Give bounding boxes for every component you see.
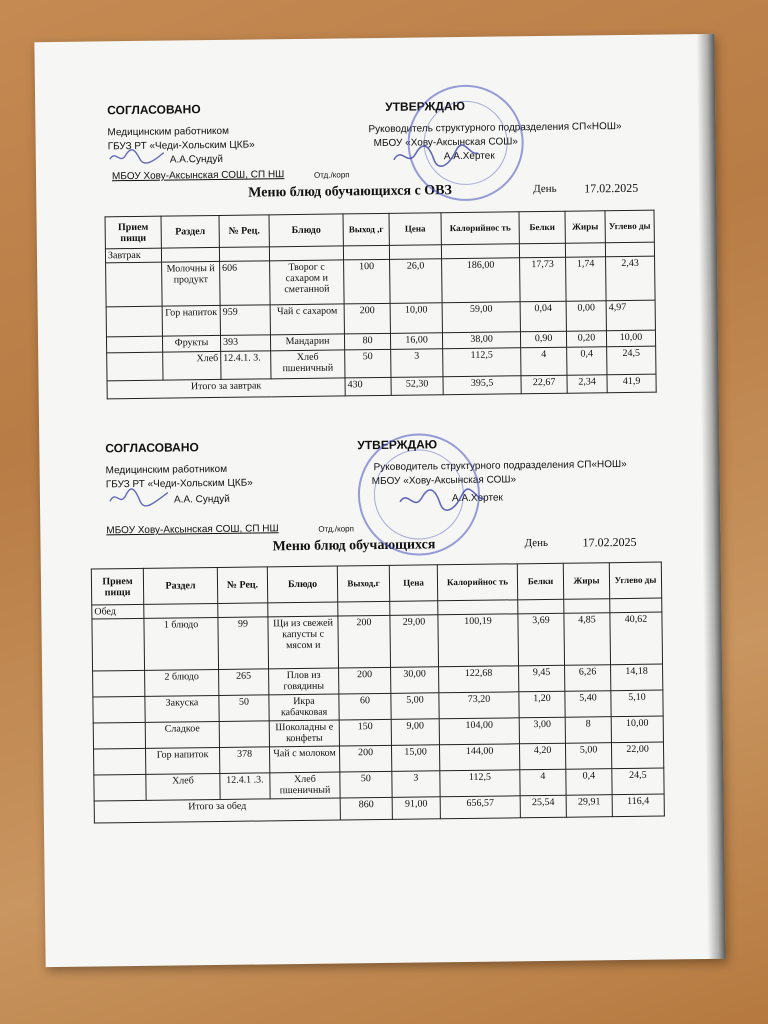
- table-cell: 80: [344, 333, 390, 350]
- table-cell: 4: [521, 347, 567, 376]
- table-cell: Мандарин: [270, 334, 344, 351]
- table-cell: 24,5: [607, 346, 656, 375]
- table-cell: 22,00: [611, 742, 663, 769]
- col-header-meal: Прием пищи: [105, 216, 161, 249]
- table-cell: Сладкое: [145, 721, 219, 748]
- meal-name: Обед: [92, 604, 144, 619]
- table-cell: 9,45: [519, 665, 565, 692]
- table-cell: 4,85: [564, 613, 611, 666]
- table-cell: Гор напиток: [146, 747, 220, 774]
- col-header-price: Цена: [389, 213, 441, 246]
- table-cell: 29,00: [390, 615, 439, 668]
- table-cell: 12.4.1 .3.: [220, 773, 270, 800]
- table-cell: [94, 774, 146, 801]
- col-header-fats: Жиры: [563, 563, 609, 600]
- table-cell: 4,97: [606, 300, 655, 331]
- table-cell: 606: [220, 261, 271, 306]
- table-cell: Хлеб пшеничный: [270, 772, 340, 799]
- approve-heading-top: УТВЕРЖДАЮ: [385, 98, 466, 114]
- table-cell: 122,68: [439, 666, 519, 693]
- medical-worker-label-top: Медицинским работником: [107, 125, 230, 139]
- col-header-recipe: № Рец.: [219, 215, 269, 248]
- table-cell: Фрукты: [162, 335, 220, 352]
- table-cell: 200: [344, 303, 390, 334]
- table-cell: Чай с молоком: [270, 746, 340, 773]
- director-signature-top: [390, 141, 480, 172]
- director-label-top: Руководитель структурного подразделения СП«НОШ»: [368, 121, 622, 136]
- col-header-proteins: Белки: [519, 211, 565, 244]
- school-name-bottom: МБОУ Хову-Аксынская СОШ, СП НШ: [106, 523, 279, 537]
- total-cell: 41,9: [607, 374, 656, 393]
- total-cell: 656,57: [440, 796, 520, 819]
- menu-title-top: Меню блюд обучающихся с ОВЗ: [248, 183, 452, 201]
- breakfast-menu-table: [105, 210, 657, 400]
- table-cell: 4: [520, 769, 566, 796]
- date-bottom: 17.02.2025: [582, 534, 637, 550]
- director-sign-name-bottom: А.А.Хертек: [451, 492, 503, 505]
- director-label-bottom: Руководитель структурного подразделения СП«НОШ»: [373, 458, 627, 474]
- table-cell: Щи из свежей капусты с мясом и: [268, 616, 339, 669]
- table-cell: 3,69: [518, 613, 565, 666]
- medical-sign-name-top: А.А.Сундуй: [169, 153, 223, 166]
- col-header-meal: Прием пищи: [91, 568, 143, 605]
- col-header-calories: Калорийнос ть: [441, 212, 519, 245]
- table-cell: 112,5: [440, 770, 520, 797]
- table-cell: 265: [219, 669, 269, 696]
- total-cell: 430: [345, 377, 391, 396]
- total-label: Итого за обед: [94, 798, 340, 823]
- page-shadow-edge: [696, 34, 725, 959]
- table-cell: Молочны й продукт: [162, 261, 221, 306]
- table-cell: 200: [339, 745, 391, 772]
- col-header-dish: Блюдо: [269, 214, 343, 247]
- table-cell: 8: [565, 717, 611, 744]
- table-cell: 4,20: [519, 743, 565, 770]
- school-right-bottom: МБОУ «Хову-Аксынская СОШ»: [371, 474, 517, 488]
- total-cell: 91,00: [392, 797, 440, 820]
- total-label: Итого за завтрак: [107, 378, 345, 399]
- table-cell: 144,00: [439, 744, 519, 771]
- col-header-calories: Калорийнос ть: [437, 564, 517, 601]
- table-cell: [107, 352, 163, 381]
- medical-signature-top: [108, 147, 168, 168]
- table-cell: [219, 721, 269, 748]
- table-cell: 30,00: [391, 667, 439, 694]
- hospital-name-top: ГБУЗ РТ «Чеди-Хольским ЦКБ»: [107, 139, 255, 153]
- table-cell: Шоколадны е конфеты: [269, 720, 339, 747]
- table-cell: Гор напиток: [162, 305, 220, 336]
- table-cell: Творог с сахаром и сметанной: [270, 260, 345, 305]
- school-name-top: МБОУ Хову-Аксынская СОШ, СП НШ: [111, 169, 285, 183]
- table-cell: [106, 336, 162, 353]
- col-header-price: Цена: [389, 565, 437, 602]
- table-cell: 0,04: [520, 301, 566, 332]
- table-cell: 40,62: [610, 612, 663, 665]
- table-cell: 5,00: [565, 743, 611, 770]
- table-cell: 10,00: [611, 716, 663, 743]
- col-header-fats: Жиры: [565, 211, 605, 243]
- col-header-recipe: № Рец.: [217, 567, 267, 604]
- menu-title-bottom: Меню блюд обучающихся: [272, 537, 436, 555]
- table-cell: 959: [220, 305, 270, 336]
- col-header-section: Раздел: [143, 567, 217, 604]
- director-signature-bottom: [396, 485, 486, 516]
- total-cell: 860: [340, 797, 392, 820]
- meal-name: Завтрак: [105, 248, 161, 263]
- table-cell: 200: [339, 667, 391, 694]
- table-cell: 112,5: [443, 348, 521, 377]
- approve-heading-bottom: УТВЕРЖДАЮ: [357, 437, 438, 453]
- col-header-yield: Выход,г: [337, 565, 389, 602]
- table-cell: 6,26: [565, 665, 611, 692]
- table-cell: 60: [339, 693, 391, 720]
- table-cell: Закуска: [145, 695, 219, 722]
- agreed-heading-bottom: СОГЛАСОВАНО: [105, 440, 199, 456]
- table-cell: 0,20: [566, 331, 606, 347]
- table-cell: [93, 722, 145, 749]
- director-sign-name-top: А.А.Хертек: [443, 150, 495, 163]
- table-cell: 3: [391, 349, 443, 378]
- table-cell: Хлеб пшеничный: [271, 350, 345, 379]
- table-cell: 100,19: [438, 614, 519, 667]
- total-cell: 116,4: [612, 794, 664, 817]
- table-cell: 2 блюдо: [145, 669, 219, 696]
- table-cell: 104,00: [439, 718, 519, 745]
- table-cell: 0,90: [520, 331, 566, 348]
- col-header-section: Раздел: [161, 215, 219, 248]
- total-cell: 22,67: [521, 375, 567, 394]
- table-cell: 59,00: [442, 302, 520, 333]
- hospital-name-bottom: ГБУЗ РТ «Чеди-Хольским ЦКБ»: [105, 477, 253, 491]
- table-cell: 73,20: [439, 692, 519, 719]
- table-cell: [92, 618, 145, 671]
- medical-worker-label-bottom: Медицинским работником: [105, 463, 228, 477]
- total-cell: 25,54: [520, 795, 566, 818]
- table-cell: 50: [219, 695, 269, 722]
- table-cell: 24,5: [612, 768, 664, 795]
- total-cell: 2,34: [567, 375, 607, 393]
- table-cell: 0,4: [566, 769, 612, 796]
- table-cell: Хлеб: [163, 351, 221, 380]
- dept-label-bottom: Отд./корп: [318, 524, 354, 534]
- table-cell: 38,00: [442, 332, 520, 349]
- table-cell: 200: [338, 615, 391, 668]
- table-cell: 2,43: [606, 256, 656, 301]
- table-cell: 50: [340, 771, 392, 798]
- table-cell: 3: [392, 771, 440, 798]
- table-cell: 15,00: [391, 745, 439, 772]
- medical-sign-name-bottom: А.А. Сундуй: [173, 493, 230, 506]
- col-header-yield: Выход ,г: [343, 213, 389, 246]
- col-header-carbs: Углево ды: [609, 562, 661, 599]
- table-cell: 10,00: [606, 330, 655, 347]
- table-cell: 16,00: [390, 333, 442, 350]
- total-cell: 395,5: [443, 376, 521, 395]
- table-cell: 1,20: [519, 691, 565, 718]
- table-cell: 17,73: [520, 257, 567, 302]
- table-cell: 50: [345, 349, 391, 378]
- table-cell: 5,00: [391, 693, 439, 720]
- table-cell: 5,10: [611, 690, 663, 717]
- table-cell: 1,74: [566, 257, 607, 301]
- total-cell: 29,91: [566, 795, 612, 818]
- table-cell: Хлеб: [146, 773, 220, 800]
- table-row: [106, 256, 655, 307]
- total-cell: 52,30: [391, 377, 443, 396]
- document-page: [34, 34, 725, 967]
- col-header-carbs: Углево ды: [605, 210, 654, 243]
- table-cell: 10,00: [390, 303, 442, 334]
- table-cell: [93, 696, 145, 723]
- table-row: [92, 612, 663, 671]
- table-cell: 378: [220, 747, 270, 774]
- table-cell: 9,00: [391, 719, 439, 746]
- table-cell: 393: [220, 335, 270, 352]
- table-cell: Плов из говядины: [269, 668, 339, 695]
- table-cell: Икра кабачковая: [269, 694, 339, 721]
- lunch-menu-table: [91, 562, 665, 824]
- day-label-bottom: День: [524, 536, 549, 550]
- table-cell: [106, 306, 162, 337]
- table-cell: Чай с сахаром: [270, 304, 344, 335]
- medical-signature-bottom: [108, 487, 172, 510]
- table-cell: [94, 748, 146, 775]
- date-top: 17.02.2025: [584, 180, 639, 196]
- school-right-top: МБОУ «Хову-Аксынская СОШ»: [373, 136, 518, 150]
- table-cell: 0,4: [567, 347, 607, 375]
- dept-label-top: Отд./корп: [313, 170, 350, 180]
- table-cell: 5,40: [565, 691, 611, 718]
- table-cell: 100: [344, 259, 391, 304]
- table-cell: 1 блюдо: [144, 617, 219, 670]
- day-label-top: День: [533, 182, 557, 196]
- table-cell: 12.4.1. 3.: [221, 351, 271, 380]
- table-cell: 3,00: [519, 717, 565, 744]
- table-cell: [106, 262, 163, 307]
- table-cell: 0,00: [566, 301, 606, 331]
- col-header-proteins: Белки: [517, 563, 563, 600]
- agreed-heading-top: СОГЛАСОВАНО: [107, 102, 201, 118]
- table-cell: 99: [218, 617, 269, 670]
- table-cell: 186,00: [442, 258, 521, 303]
- table-cell: 26,0: [390, 259, 443, 304]
- table-cell: 150: [339, 719, 391, 746]
- table-cell: [93, 670, 145, 697]
- table-cell: 14,18: [611, 664, 663, 691]
- col-header-dish: Блюдо: [267, 566, 337, 603]
